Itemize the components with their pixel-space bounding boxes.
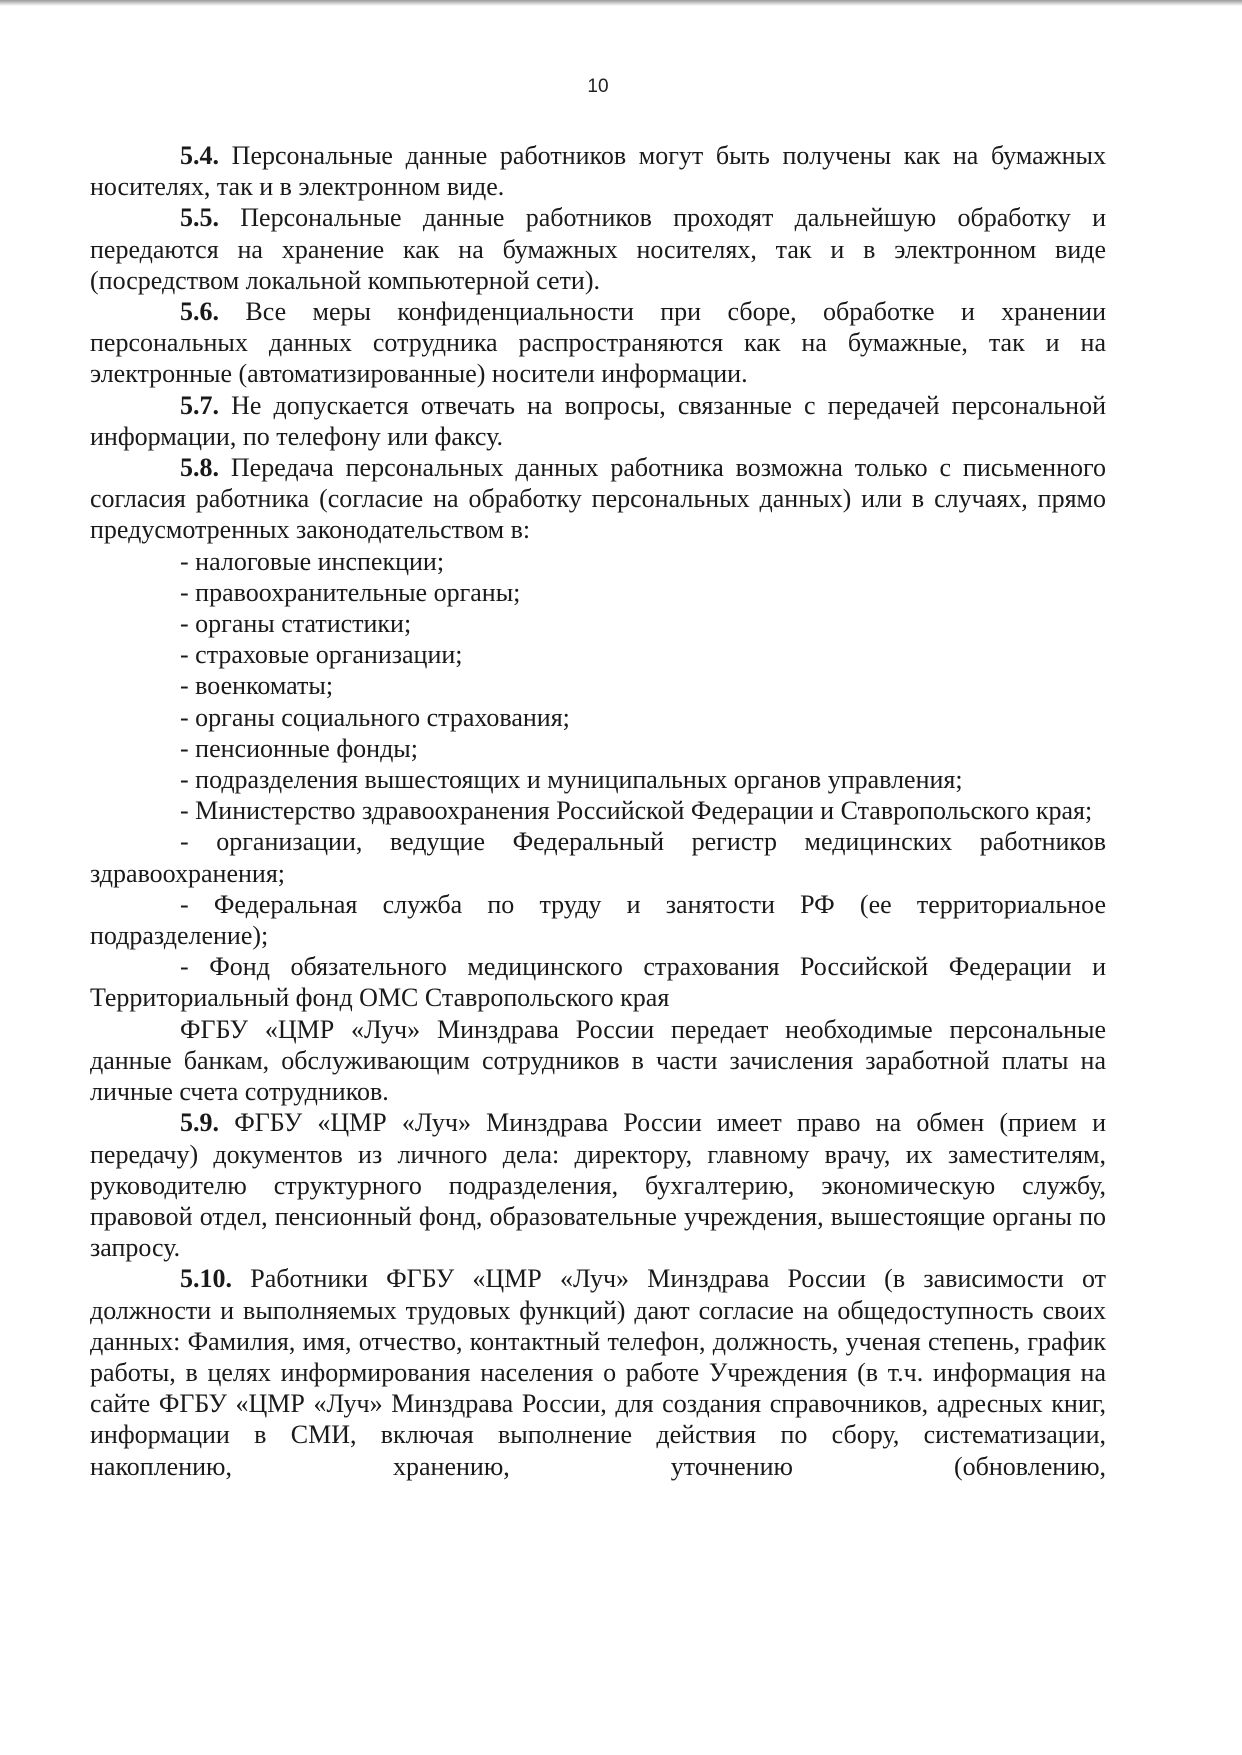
document-body xyxy=(90,140,1106,1482)
clause-text: ФГБУ «ЦМР «Луч» Минздрава России имеет право на обмен (прием и передачу) документов из личного дела: директору, главному врачу, их заместителям, руководителю структурного подразделения, бухгалтерию, экономическую службу, правовой отдел, пенсионный фонд, образовательные учреждения, вышестоящие органы по запросу. xyxy=(90,1108,1106,1263)
clause-number: 5.7. xyxy=(180,390,219,420)
list-item: - военкоматы; xyxy=(180,671,334,701)
list-item: - налоговые инспекции; xyxy=(180,546,445,576)
paragraph-5-9 xyxy=(90,1107,1106,1263)
list-item: - Министерство здравоохранения Российской Федерации и Ставропольского края; xyxy=(180,796,1093,826)
paragraph-5-10 xyxy=(90,1263,1106,1481)
clause-text: Работники ФГБУ «ЦМР «Луч» Минздрава России (в зависимости от должности и выполняемых трудовых функций) дают согласие на общедоступность своих данных: Фамилия, имя, отчество, контактный телефон, должность, ученая степень, график работы, в целях информирования населения о работе Учреждения (в т.ч. информация на сайте ФГБУ «ЦМР «Луч» Минздрава России, для создания справочников, адресных книг, информации в СМИ, включая выполнение действия по сбору, систематизации, накоплению, хранению, уточнению (обновлению, xyxy=(90,1264,1106,1481)
paragraph-5-8 xyxy=(90,452,1106,546)
paragraph-5-4 xyxy=(90,140,1106,202)
paragraph-5-5 xyxy=(90,202,1106,296)
list-item: - органы социального страхования; xyxy=(180,702,570,732)
clause-text: Персональные данные работников проходят дальнейшую обработку и передаются на хранение как на бумажных носителях, так и в электронном виде (посредством локальной компьютерной сети). xyxy=(90,203,1106,295)
clause-number: 5.9. xyxy=(180,1108,219,1138)
clause-number: 5.5. xyxy=(180,203,219,233)
paragraph-5-7 xyxy=(90,390,1106,452)
clause-text: Не допускается отвечать на вопросы, связанные с передачей персональной информации, по телефону или факсу. xyxy=(90,390,1106,451)
clause-text: Все меры конфиденциальности при сборе, обработке и хранении персональных данных сотрудника распространяются как на бумажные, так и на электронные (автоматизированные) носители информации. xyxy=(90,297,1106,389)
page-number: 10 xyxy=(587,76,609,97)
list-item: - органы статистики; xyxy=(180,609,412,639)
clause-text: Персональные данные работников могут быть получены как на бумажных носителях, так и в электронном виде. xyxy=(90,141,1106,202)
paragraph-5-6 xyxy=(90,296,1106,390)
list-item: - организации, ведущие Федеральный регистр медицинских работников здравоохранения; xyxy=(90,827,1106,888)
list-item: - страховые организации; xyxy=(180,640,463,670)
list-item: - Федеральная служба по труду и занятости РФ (ее территориальное подразделение); xyxy=(90,889,1106,951)
paragraph-banks: ФГБУ «ЦМР «Луч» Минздрава России передает необходимые персональные данные банкам, обслуживающим сотрудников в части зачисления заработной платы на личные счета сотрудников. xyxy=(90,1014,1106,1107)
list-item: - Фонд обязательного медицинского страхования Российской Федерации и Территориальный фонд ОМС Ставропольского края xyxy=(90,952,1106,1013)
list-item: - правоохранительные органы; xyxy=(180,577,521,607)
clause-number: 5.8. xyxy=(180,453,219,483)
clause-text: Передача персональных данных работника возможна только с письменного согласия работника (согласие на обработку персональных данных) или в случаях, прямо предусмотренных законодательством в: xyxy=(90,453,1106,545)
list-item: - подразделения вышестоящих и муниципальных органов управления; xyxy=(180,765,963,795)
clause-number: 5.4. xyxy=(180,141,219,170)
list-item: - пенсионные фонды; xyxy=(180,733,418,763)
scan-edge xyxy=(0,0,1242,6)
clause-number: 5.6. xyxy=(180,297,219,327)
clause-number: 5.10. xyxy=(180,1264,232,1294)
